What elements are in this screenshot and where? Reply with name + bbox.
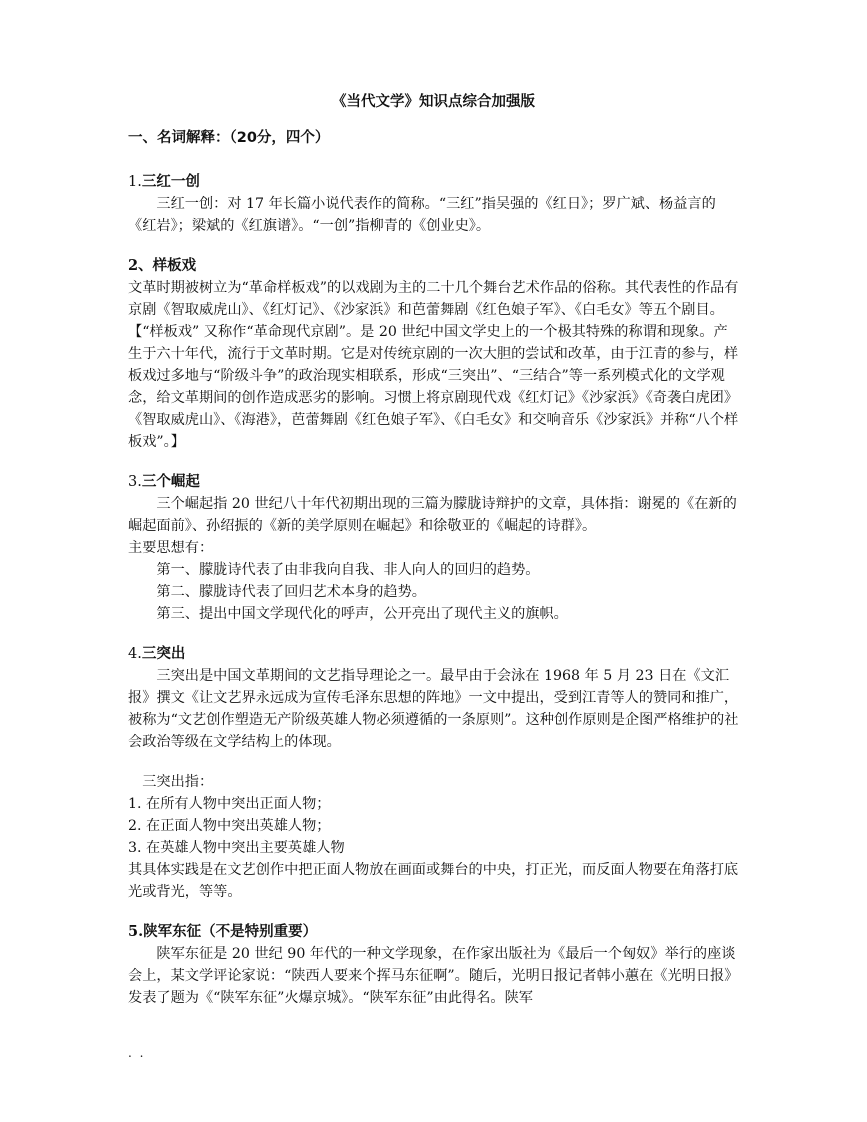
paragraph: 三红一创：对 17 年长篇小说代表作的简称。“三红”指吴强的《红日》；罗广斌、杨益言的《红岩》；梁斌的《红旗谱》。“一创”指柳青的《创业史》。 [128,196,716,234]
paragraph: 三个崛起指 20 世纪八十年代初期出现的三篇为朦胧诗辩护的文章，具体指：谢冕的《在新的崛起面前》、孙绍振的《新的美学原则在崛起》和徐敬亚的《崛起的诗群》。 [128,496,737,534]
document-body [128,127,740,1009]
paragraph: 其具体实践是在文艺创作中把正面人物放在画面或舞台的中央，打正光，而反面人物要在角落打底光或背光，等等。 [128,862,739,900]
ideas-label: 主要思想有： [128,540,214,556]
list-item: 第三、提出中国文学现代化的呼声，公开亮出了现代主义的旗帜。 [156,606,568,622]
paragraph: 陕军东征是 20 世纪 90 年代的一种文学现象，在作家出版社为《最后一个匈奴》举行的座谈会上，某文学评论家说：“陕西人要来个挥马东征啊”。随后，光明日报记者韩小蕙在《光明日报》发表了题为《“陕军东征”火爆京城》。“陕军东征”由此得名。陕军 [128,946,739,1006]
list-item: 2. 在正面人物中突出英雄人物； [128,818,331,834]
paragraph: 文革时期被树立为“革命样板戏”的以戏剧为主的二十几个舞台艺术作品的俗称。其代表性的作品有京剧《智取威虎山》、《红灯记》、《沙家浜》和芭蕾舞剧《红色娘子军》、《白毛女》等五个剧目。 [128,280,739,318]
item-number: 2、 [128,257,153,274]
list-item: 第一、朦胧诗代表了由非我向自我、非人向人的回归的趋势。 [156,562,540,578]
page-title: 《当代文学》知识点综合加强版 [332,94,535,110]
list-item: 1. 在所有人物中突出正面人物； [128,796,331,812]
item-number: 4. [128,646,142,662]
paragraph: 三突出是中国文革期间的文艺指导理论之一。最早由于会泳在 1968 年 5 月 23 日在《文汇报》撰文《让文艺界永远成为宣传毛泽东思想的阵地》一文中提出，受到江青等人的赞同和推广，被称为“文艺创作塑造无产阶级英雄人物必须遵循的一条原则”。这种创作原则是企图严格维护的社会政治等级在文学结构上的体现。 [128,668,739,750]
item-heading-santuchu [128,643,740,665]
paragraph-bracketed-note: 【“样板戏” 又称作“革命现代京剧”。是 20 世纪中国文学史上的一个极其特殊的称谓和现象。产生于六十年代，流行于文革时期。它是对传统京剧的一次大胆的尝试和改革，由于江青的参与，样板戏过多地与“阶级斗争”的政治现实相联系，形成“三突出”、“三结合”等一系列模式化的文学观念，给文革期间的创作造成恶劣的影响。习惯上将京剧现代戏《红灯记》《沙家浜》《奇袭白虎团》《智取威虎山》、《海港》，芭蕾舞剧《红色娘子军》、《白毛女》和交响音乐《沙家浜》并称“八个样板戏”。】 [128,324,739,450]
item-title: 陕军东征（不是特别重要） [143,924,318,940]
list-item: 第二、朦胧诗代表了回归艺术本身的趋势。 [156,584,426,600]
item-heading-yangbanxi [128,255,740,277]
item-number: 1. [128,174,142,190]
item-heading-sanjueqi [128,471,740,493]
points-label: 三突出指： [142,774,214,790]
item-title: 三红一创 [141,174,200,190]
page-footer-marks: . . [128,1046,146,1060]
item-number: 3. [128,474,142,490]
section-heading: 一、名词解释：（20分，四个） [128,130,330,146]
item-title: 样板戏 [152,258,197,274]
item-heading-shanjun [128,921,740,943]
item-number: 5. [128,923,144,940]
item-heading-sanhong [128,171,740,193]
item-title: 三突出 [141,646,186,662]
list-item: 3. 在英雄人物中突出主要英雄人物 [128,840,345,856]
item-title: 三个崛起 [141,474,200,490]
